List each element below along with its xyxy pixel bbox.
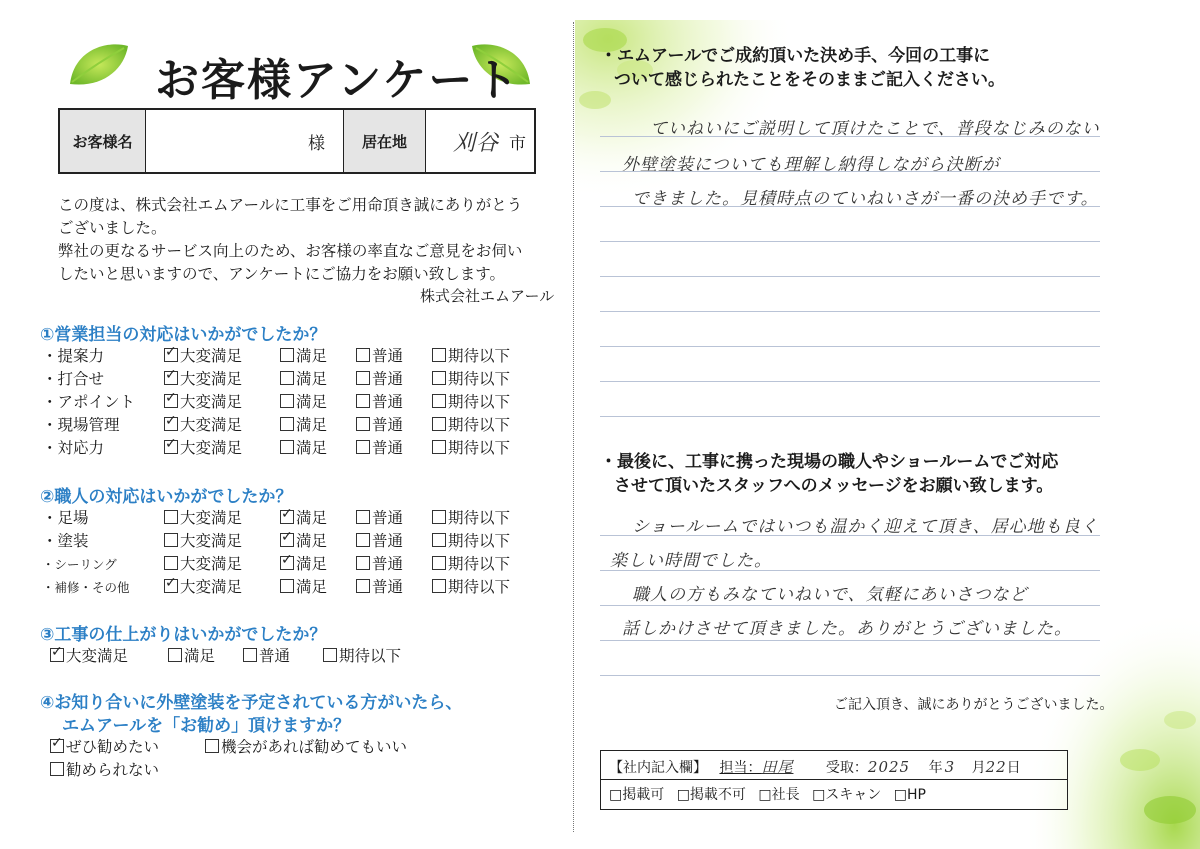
checkbox-icon xyxy=(356,394,370,408)
option-very-satisfied[interactable]: ✓ 大変満足 xyxy=(164,436,242,458)
option-normal[interactable]: 普通 xyxy=(356,529,403,551)
option-normal[interactable]: 普通 xyxy=(356,575,403,597)
option-below[interactable]: 期待以下 xyxy=(432,413,510,435)
checkbox-icon xyxy=(356,371,370,385)
checkbox-icon xyxy=(432,440,446,454)
option-satisfied[interactable]: ✓ 満足 xyxy=(280,552,327,574)
q2-row xyxy=(42,575,542,598)
checkbox-icon xyxy=(356,556,370,570)
q2-row xyxy=(42,506,542,529)
ruled-line xyxy=(600,346,1100,347)
checkbox-checked-icon xyxy=(164,394,178,408)
ruled-line xyxy=(600,640,1100,641)
checkbox-icon xyxy=(50,762,64,776)
option-below[interactable]: 期待以下 xyxy=(432,390,510,412)
option-below[interactable]: 期待以下 xyxy=(432,552,510,574)
intro-line: 弊社の更なるサービス向上のため、お客様の率直なご意見をお伺い xyxy=(58,242,523,260)
checkbox-icon xyxy=(164,533,178,547)
q1-row xyxy=(42,367,542,390)
city-handwritten: 刈谷 xyxy=(452,130,499,156)
checkbox-icon xyxy=(280,440,294,454)
checkbox-checked-icon xyxy=(50,648,64,662)
checkbox-icon xyxy=(205,739,219,753)
checkbox-checked-icon xyxy=(280,533,294,547)
ruled-line xyxy=(600,381,1100,382)
option-very-satisfied[interactable]: 大変満足 xyxy=(164,552,242,574)
customer-info-table xyxy=(58,108,536,174)
q2-heading: ②職人の対応はいかがでしたか？ xyxy=(40,487,293,507)
handwritten-answer-line: ていねいにご説明して頂けたことで、普段なじみのない xyxy=(650,119,1100,139)
handwritten-answer-line: 職人の方もみなていねいで、気軽にあいさつなど xyxy=(632,585,1028,605)
free-q2-heading: ・最後に、工事に携った現場の職人やショールームでご対応 xyxy=(600,452,1059,472)
option-satisfied[interactable]: 満足 xyxy=(280,367,327,389)
option-normal[interactable]: 普通 xyxy=(243,644,290,666)
q4-row xyxy=(50,735,490,758)
q4-heading-line2: エムアールを「お勧め」頂けますか？ xyxy=(62,716,351,736)
row-label: ・アポイント xyxy=(42,393,136,411)
check-president[interactable]: □社長 xyxy=(758,787,800,803)
option-very-satisfied[interactable]: ✓ 大変満足 xyxy=(164,367,242,389)
office-checks xyxy=(609,784,926,804)
company-name: 株式会社エムアール xyxy=(420,287,555,305)
option-normal[interactable]: 普通 xyxy=(356,367,403,389)
ruled-line xyxy=(600,535,1100,536)
checkbox-icon xyxy=(356,510,370,524)
name-label: お客様名 xyxy=(60,110,146,172)
handwritten-answer-line: できました。見積時点のていねいさが一番の決め手です。 xyxy=(632,189,1099,209)
check-publish-ok[interactable]: □掲載可 xyxy=(609,787,665,803)
option-below[interactable]: 期待以下 xyxy=(432,436,510,458)
checkbox-icon xyxy=(432,371,446,385)
q4-row xyxy=(50,758,350,781)
option-very-satisfied[interactable]: ✓ 大変満足 xyxy=(164,575,242,597)
ruled-line xyxy=(600,311,1100,312)
row-label: ・現場管理 xyxy=(42,416,120,434)
option-below[interactable]: 期待以下 xyxy=(432,367,510,389)
option-normal[interactable]: 普通 xyxy=(356,506,403,528)
checkbox-checked-icon xyxy=(164,348,178,362)
intro-line: ございました。 xyxy=(58,219,167,237)
city-suffix: 市 xyxy=(509,133,526,154)
option-definitely-recommend[interactable]: ✓ぜひ勧めたい xyxy=(50,735,159,757)
name-suffix: 様 xyxy=(308,133,325,154)
option-normal[interactable]: 普通 xyxy=(356,436,403,458)
checkbox-icon xyxy=(432,556,446,570)
option-below[interactable]: 期待以下 xyxy=(432,506,510,528)
checkbox-icon xyxy=(356,440,370,454)
q2-row xyxy=(42,552,542,575)
page-title: お客様アンケート xyxy=(155,55,521,106)
option-satisfied[interactable]: 満足 xyxy=(168,644,215,666)
name-field[interactable] xyxy=(146,110,344,172)
free-q1-heading: ・エムアールでご成約頂いた決め手、今回の工事に xyxy=(600,46,991,66)
checkbox-icon xyxy=(432,533,446,547)
option-satisfied[interactable]: 満足 xyxy=(280,413,327,435)
ruled-line xyxy=(600,136,1100,137)
checkbox-icon xyxy=(280,348,294,362)
option-satisfied[interactable]: 満足 xyxy=(280,344,327,366)
check-hp[interactable]: □HP xyxy=(893,787,926,803)
free-q1-heading-line2: ついて感じられたことをそのままご記入ください。 xyxy=(614,70,1005,90)
received-day[interactable]: 22 xyxy=(985,758,1007,776)
check-scan[interactable]: □スキャン xyxy=(812,787,882,803)
option-cannot-recommend[interactable]: 勧められない xyxy=(50,758,159,780)
ruled-line xyxy=(600,241,1100,242)
q3-row xyxy=(50,644,470,667)
checkbox-icon xyxy=(164,510,178,524)
staff-name[interactable]: 田尾 xyxy=(761,758,794,776)
office-row xyxy=(609,756,1021,777)
option-very-satisfied[interactable]: ✓ 大変満足 xyxy=(164,413,242,435)
option-very-satisfied[interactable]: 大変満足 xyxy=(164,506,242,528)
checkbox-icon xyxy=(168,648,182,662)
ruled-line xyxy=(600,675,1100,676)
checkbox-checked-icon xyxy=(164,579,178,593)
option-below[interactable]: 期待以下 xyxy=(432,575,510,597)
checkbox-icon xyxy=(323,648,337,662)
option-very-satisfied[interactable]: ✓大変満足 xyxy=(50,644,128,666)
row-label: ・対応力 xyxy=(42,439,105,457)
option-normal[interactable]: 普通 xyxy=(356,344,403,366)
checkbox-icon xyxy=(280,417,294,431)
option-satisfied[interactable]: ✓ 満足 xyxy=(280,529,327,551)
office-use-box xyxy=(600,750,1068,810)
option-very-satisfied[interactable]: ✓ 大変満足 xyxy=(164,344,242,366)
checkbox-checked-icon xyxy=(50,739,64,753)
option-very-satisfied[interactable]: ✓ 大変満足 xyxy=(164,390,242,412)
option-normal[interactable]: 普通 xyxy=(356,413,403,435)
option-below[interactable]: 期待以下 xyxy=(432,344,510,366)
greenery-decoration-icon xyxy=(1030,610,1200,849)
option-very-satisfied[interactable]: 大変満足 xyxy=(164,529,242,551)
checkbox-icon xyxy=(356,533,370,547)
checkbox-checked-icon xyxy=(280,556,294,570)
q4-heading: ④お知り合いに外壁塗装を予定されている方がいたら、 xyxy=(40,693,463,713)
checkbox-checked-icon xyxy=(280,510,294,524)
checkbox-icon xyxy=(432,348,446,362)
row-label: ・提案力 xyxy=(42,347,105,365)
checkbox-icon xyxy=(432,394,446,408)
received-label: 受取： xyxy=(825,760,868,776)
checkbox-icon xyxy=(356,348,370,362)
checkbox-icon xyxy=(356,579,370,593)
checkbox-checked-icon xyxy=(164,440,178,454)
row-label: ・補修・その他 xyxy=(42,580,130,595)
office-separator xyxy=(601,779,1067,780)
ruled-line xyxy=(600,416,1100,417)
handwritten-answer-line: 外壁塗装についても理解し納得しながら決断が xyxy=(622,155,1000,175)
ruled-line xyxy=(600,276,1100,277)
option-normal[interactable]: 普通 xyxy=(356,552,403,574)
checkbox-icon xyxy=(432,510,446,524)
option-satisfied[interactable]: 満足 xyxy=(280,390,327,412)
q1-row xyxy=(42,344,542,367)
option-recommend-if-chance[interactable]: 機会があれば勧めてもいい xyxy=(205,735,407,757)
q1-row xyxy=(42,390,542,413)
checkbox-icon xyxy=(243,648,257,662)
ruled-line xyxy=(600,570,1100,571)
option-normal[interactable]: 普通 xyxy=(356,390,403,412)
address-field[interactable] xyxy=(426,110,534,172)
checkbox-icon xyxy=(356,417,370,431)
address-label: 居在地 xyxy=(344,110,426,172)
month-unit: 月 xyxy=(971,760,986,776)
intro-line: この度は、株式会社エムアールに工事をご用命頂き誠にありがとう xyxy=(58,196,523,214)
q1-row xyxy=(42,436,542,459)
year-unit: 年 xyxy=(928,760,943,776)
handwritten-answer-line: 話しかけさせて頂きました。ありがとうございました。 xyxy=(622,619,1072,639)
intro-line: したいと思いますので、アンケートにご協力をお願い致します。 xyxy=(58,265,506,283)
checkbox-icon xyxy=(432,579,446,593)
option-satisfied[interactable]: 満足 xyxy=(280,575,327,597)
page-divider xyxy=(573,22,574,832)
row-label: ・打合せ xyxy=(42,370,105,388)
intro-text xyxy=(58,194,558,286)
free-q2-heading-line2: させて頂いたスタッフへのメッセージをお願い致します。 xyxy=(614,476,1054,496)
q1-row xyxy=(42,413,542,436)
q1-heading: ①営業担当の対応はいかがでしたか？ xyxy=(40,325,327,345)
handwritten-answer-line: ショールームではいつも温かく迎えて頂き、居心地も良く xyxy=(632,517,1099,537)
q3-heading: ③工事の仕上がりはいかがでしたか？ xyxy=(40,625,327,645)
checkbox-icon xyxy=(164,556,178,570)
office-label: 【社内記入欄】 xyxy=(609,760,707,776)
leaf-icon xyxy=(66,40,132,90)
row-label: ・足場 xyxy=(42,509,89,527)
check-publish-ng[interactable]: □掲載不可 xyxy=(676,787,746,803)
q2-row xyxy=(42,529,542,552)
row-label: ・シーリング xyxy=(42,557,117,572)
option-below[interactable]: 期待以下 xyxy=(432,529,510,551)
closing-thanks: ご記入頂き、誠にありがとうございました。 xyxy=(834,697,1114,713)
received-year[interactable]: 2025 xyxy=(867,758,911,776)
checkbox-checked-icon xyxy=(164,417,178,431)
handwritten-answer-line: 楽しい時間でした。 xyxy=(610,551,772,571)
ruled-line xyxy=(600,171,1100,172)
ruled-line xyxy=(600,605,1100,606)
row-label: ・塗装 xyxy=(42,532,89,550)
checkbox-icon xyxy=(432,417,446,431)
checkbox-checked-icon xyxy=(164,371,178,385)
checkbox-icon xyxy=(280,371,294,385)
received-month[interactable]: 3 xyxy=(944,758,956,776)
staff-label: 担当： xyxy=(719,760,762,776)
checkbox-icon xyxy=(280,579,294,593)
day-unit: 日 xyxy=(1006,760,1021,776)
option-satisfied[interactable]: ✓ 満足 xyxy=(280,506,327,528)
ruled-line xyxy=(600,206,1100,207)
checkbox-icon xyxy=(280,394,294,408)
option-below[interactable]: 期待以下 xyxy=(323,644,401,666)
option-satisfied[interactable]: 満足 xyxy=(280,436,327,458)
